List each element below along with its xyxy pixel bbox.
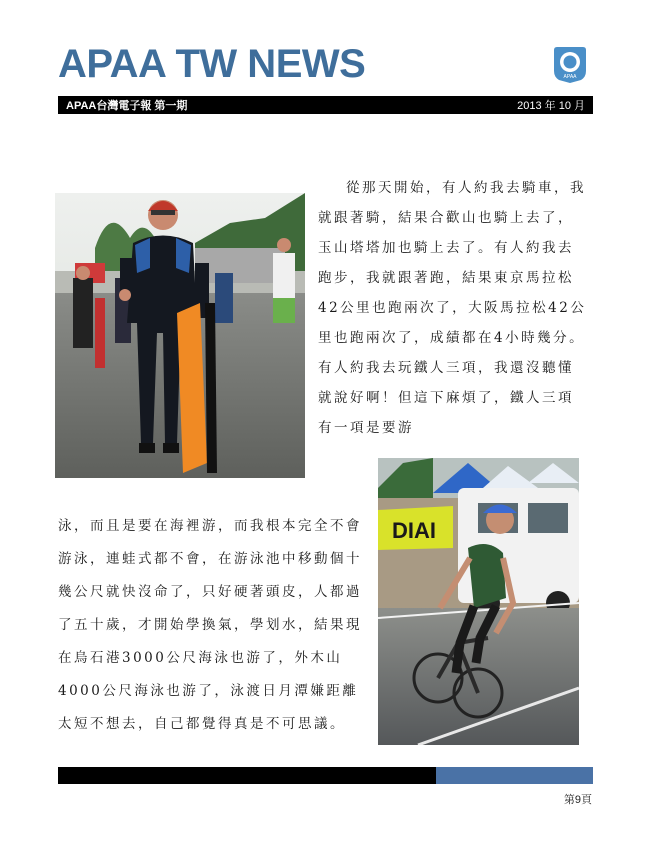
banner-text: DIAI	[392, 518, 436, 543]
logo-text: APAA	[563, 74, 577, 80]
issue-label: APAA台灣電子報 第一期	[66, 100, 188, 112]
article-text-top: 從那天開始，有人約我去騎車，我就跟著騎，結果合歡山也騎上去了，玉山塔塔加也騎上去了。有人約我去跑步，我就跟著跑，結果東京馬拉松42公里也跑兩次了，大阪馬拉松42公里也跑兩次了，成績都在4小時幾分。有人約我去玩鐵人三項，我還沒聽懂就說好啊！但這下麻煩了，鐵人三項有一項是要游	[318, 180, 587, 436]
article-text-bottom: 泳，而且是要在海裡游，而我根本完全不會游泳，連蛙式都不會，在游泳池中移動個十幾公尺就快沒命了，只好硬著頭皮，人都過了五十歲，才開始學換氣，學划水，結果現在烏石港3000公尺海泳也游了，外木山4000公尺海泳也游了，泳渡日月潭嫌距離太短不想去，自己都覺得真是不可思議。	[58, 518, 362, 732]
article-paragraph-top	[318, 173, 588, 443]
man-in-wetsuit-photo	[55, 193, 305, 478]
article-paragraph-bottom	[58, 510, 368, 741]
cyclist-photo	[378, 458, 579, 745]
page-number: 第9頁	[563, 794, 592, 806]
issue-date: 2013 年 10 月	[517, 100, 585, 112]
masthead-title: APAA TW NEWS	[58, 42, 366, 86]
footer-bar-dark	[58, 767, 436, 784]
apaa-logo	[553, 45, 587, 83]
header-bar	[58, 96, 593, 114]
footer-bar	[58, 767, 593, 784]
footer-bar-blue	[436, 767, 593, 784]
